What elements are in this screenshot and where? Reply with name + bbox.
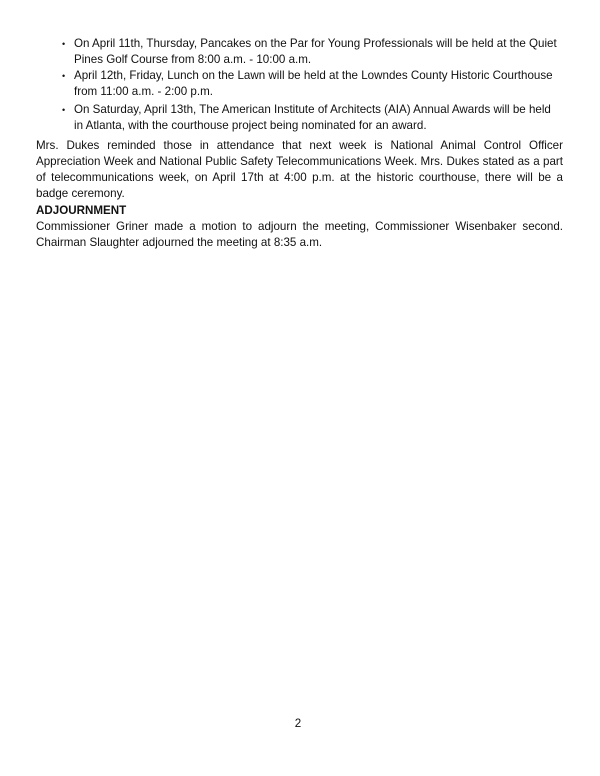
list-item: • April 12th, Friday, Lunch on the Lawn will be held at the Lowndes County Historic Courthouse from 11:00 a.m. - 2:00 p.m. (62, 68, 562, 100)
list-item: • On Saturday, April 13th, The American Institute of Architects (AIA) Annual Awards will be held in Atlanta, with the courthouse project being nominated for an award. (62, 102, 562, 134)
list-item: • On April 11th, Thursday, Pancakes on the Par for Young Professionals will be held at the Quiet Pines Golf Course from 8:00 a.m. - 10:00 a.m. (62, 36, 562, 68)
announcement-paragraph: Mrs. Dukes reminded those in attendance that next week is National Animal Control Officer Appreciation Week and National Public Safety Telecommunications Week. Mrs. Dukes stated as a part of telecommunications week, on April 17th at 4:00 p.m. at the historic courthouse, there will be a badge ceremony. (36, 139, 563, 200)
page-number: 2 (294, 717, 302, 730)
adjournment-paragraph: Commissioner Griner made a motion to adjourn the meeting, Commissioner Wisenbaker second. Chairman Slaughter adjourned the meeting at 8:35 a.m. (36, 220, 563, 249)
event-list (62, 36, 562, 134)
section-heading: ADJOURNMENT (36, 204, 127, 217)
